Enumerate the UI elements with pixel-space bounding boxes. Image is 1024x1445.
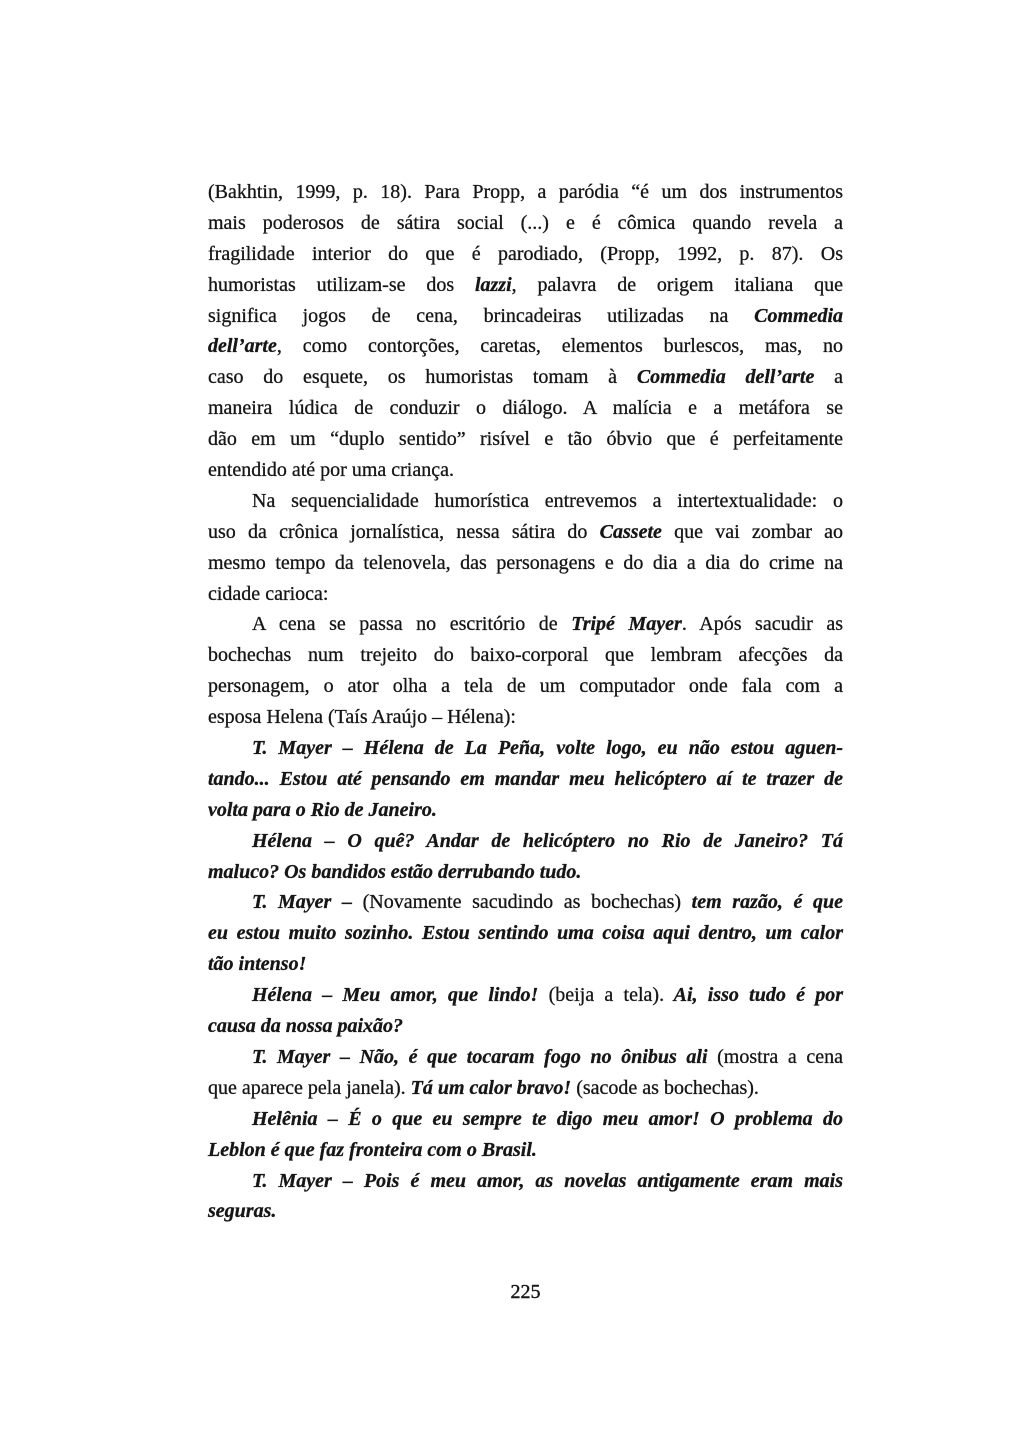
text-line: Na sequencialidade humorística entrevemos a intertextualidade: o [252, 489, 843, 512]
text-line: entendido até por uma criança. [208, 459, 454, 482]
stage-direction: (beija a tela). [548, 984, 665, 1007]
text-line: dão em um “duplo sentido” risível e tão óbvio que é perfeitamente [208, 428, 843, 451]
stage-direction: (Novamente sacudindo as bochechas) [362, 891, 682, 914]
dialogue-speech: T. Mayer – [252, 891, 363, 914]
dialogue-line: Helênia – É o que eu sempre te digo meu amor! O problema do [252, 1107, 843, 1130]
dialogue-line [208, 1042, 843, 1073]
dialogue-speech: Ai, isso tudo é por [664, 984, 844, 1007]
stage-direction: (sacode as bochechas). [576, 1076, 759, 1099]
dialogue-line: T. Mayer – Hélena de La Peña, volte logo, eu não estou aguen- [252, 737, 843, 760]
italic-term: Commedia [754, 304, 843, 327]
text-run: A cena se passa no escritório de [252, 613, 572, 636]
paragraph-scene-description [208, 609, 843, 733]
dialogue-line: tão intenso! [208, 953, 307, 976]
page-number: 225 [510, 1281, 541, 1303]
dialogue-line: seguras. [208, 1200, 277, 1223]
text-run: a [814, 366, 843, 389]
dialogue-t-mayer-2 [208, 887, 843, 980]
italic-term: Cassete [599, 520, 662, 543]
text-line: esposa Helena (Taís Araújo – Hélena): [208, 706, 516, 729]
text-run: caso do esquete, os humoristas tomam à [208, 366, 637, 389]
text-run: humoristas utilizam-se dos [208, 273, 475, 296]
page-body [208, 177, 843, 1227]
dialogue-line: maluco? Os bandidos estão derrubando tudo. [208, 860, 582, 883]
text-line: (Bakhtin, 1999, p. 18). Para Propp, a paródia “é um dos instrumentos [208, 181, 843, 203]
text-line: mais poderosos de sátira social (...) e é cômica quando revela a [208, 211, 843, 234]
text-line: personagem, o ator olha a tela de um computador onde fala com a [208, 675, 843, 698]
text-line: bochechas num trejeito do baixo-corporal que lembram afecções da [208, 644, 843, 667]
italic-term: Commedia dell’arte [636, 366, 815, 389]
text-run: . Após sacudir as [681, 613, 844, 636]
text-line [208, 331, 843, 362]
text-run: que vai zombar ao [661, 520, 843, 543]
text-run: significa jogos de cena, brincadeiras utilizadas na [208, 304, 755, 327]
dialogue-speech: Tá um calor bravo! [405, 1076, 577, 1099]
dialogue-line [208, 1073, 843, 1104]
text-line: mesmo tempo da telenovela, das personagens e do dia a dia do crime na [208, 551, 843, 574]
dialogue-t-mayer-3 [208, 1042, 843, 1104]
text-line [208, 270, 843, 301]
italic-term: Tripé Mayer [571, 613, 682, 636]
dialogue-speech: T. Mayer – Não, é que tocaram fogo no ônibus ali [252, 1045, 718, 1068]
dialogue-helenia [208, 1104, 843, 1166]
dialogue-line: Hélena – O quê? Andar de helicóptero no Rio de Janeiro? Tá [252, 829, 843, 852]
italic-term: lazzi [474, 273, 512, 296]
text-run: , como contorções, caretas, elementos burlescos, mas, no [276, 335, 843, 358]
dialogue-line: volta para o Rio de Janeiro. [208, 798, 437, 821]
dialogue-line: causa da nossa paixão? [208, 1015, 404, 1038]
dialogue-line: tando... Estou até pensando em mandar meu helicóptero aí te trazer de [208, 767, 843, 790]
dialogue-speech: Hélena – Meu amor, que lindo! [252, 984, 549, 1007]
text-line: maneira lúdica de conduzir o diálogo. A malícia e a metáfora se [208, 397, 843, 420]
dialogue-line: Leblon é que faz fronteira com o Brasil. [208, 1138, 537, 1161]
dialogue-helena-2 [208, 980, 843, 1042]
dialogue-line [208, 980, 843, 1011]
dialogue-t-mayer-1 [208, 733, 843, 826]
text-line [208, 301, 843, 332]
text-line [208, 609, 843, 640]
dialogue-speech: tem razão, é que [681, 891, 843, 914]
dialogue-line [208, 887, 843, 918]
text-line: cidade carioca: [208, 582, 329, 605]
dialogue-helena-1 [208, 826, 843, 888]
text-line [208, 362, 843, 393]
dialogue-line: eu estou muito sozinho. Estou sentindo uma coisa aqui dentro, um calor [208, 922, 843, 945]
text-run: uso da crônica jornalística, nessa sátira do [208, 520, 600, 543]
paragraph-intertextuality [208, 486, 843, 610]
stage-direction: (mostra a cena [717, 1045, 843, 1068]
text-line [208, 517, 843, 548]
text-line: fragilidade interior do que é parodiado, (Propp, 1992, p. 87). Os [208, 242, 843, 265]
italic-term: dell’arte [208, 335, 277, 358]
dialogue-t-mayer-4 [208, 1166, 843, 1228]
stage-direction: que aparece pela janela). [208, 1076, 406, 1099]
paragraph-parody-lazzi [208, 177, 843, 486]
text-run: , palavra de origem italiana que [511, 273, 844, 296]
dialogue-line: T. Mayer – Pois é meu amor, as novelas antigamente eram mais [252, 1169, 843, 1192]
